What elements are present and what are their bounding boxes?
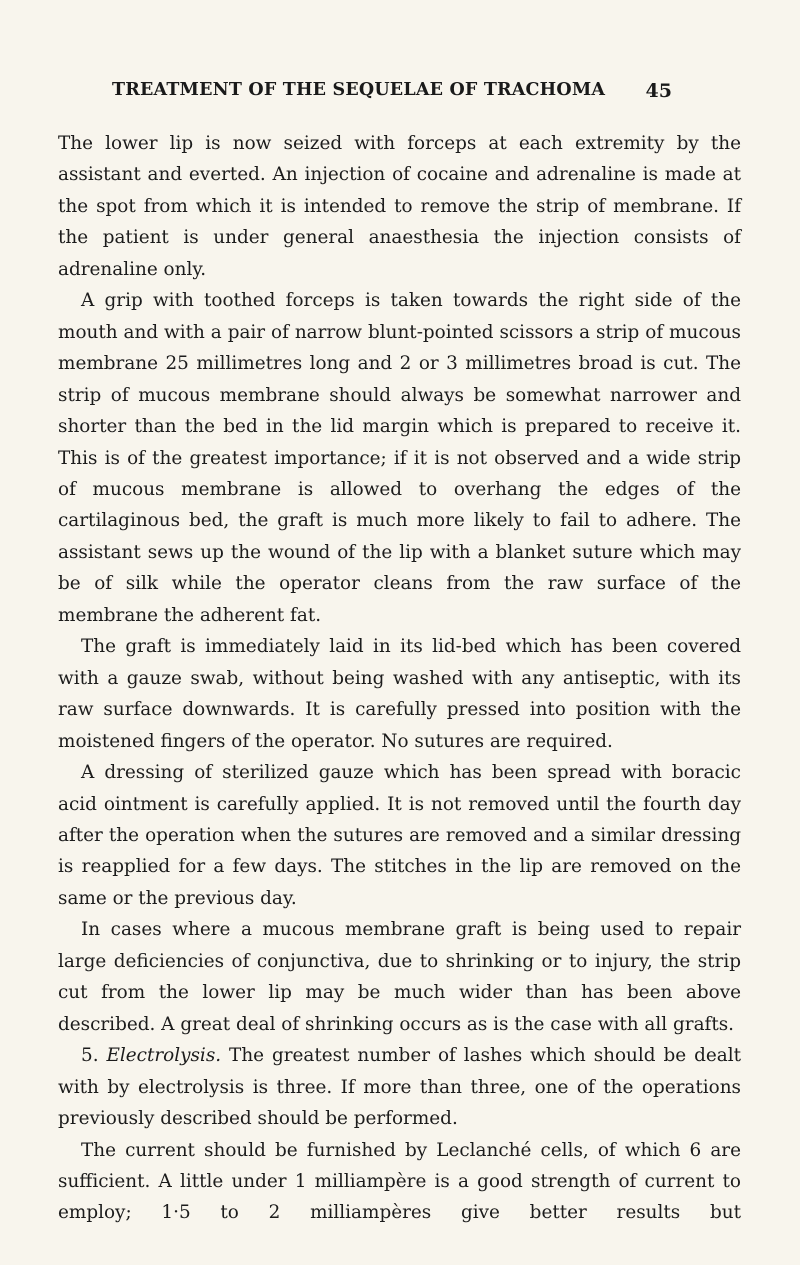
- paragraph-7: The current should be furnished by Leclanché cells, of which 6 are sufficient. A little under 1 milliampère is a good strength of current to employ; 1·5 to 2 milliampères give better results but: [58, 1139, 741, 1224]
- paragraph-2: A grip with toothed forceps is taken towards the right side of the mouth and with a pair of narrow blunt-pointed scissors a strip of mucous membrane 25 millimetres long and 2 or 3 millimetres broad is cut. The strip of mucous membrane should always be somewhat narrower and shorter than the bed in the lid margin which is prepared to receive it. This is of the greatest importance; if it is not observed and a wide strip of mucous membrane is allowed to overhang the edges of the cartilaginous bed, the graft is much more likely to fail to adhere. The assistant sews up the wound of the lip with a blanket suture which may be of silk while the operator cleans from the raw surface of the membrane the adherent fat.: [58, 290, 741, 626]
- page-number: 45: [645, 80, 672, 102]
- paragraph-5: In cases where a mucous membrane graft is being used to repair large deficiencies of conjunctiva, due to shrinking or to injury, the strip cut from the lower lip may be much wider than has been above described. A great deal of shrinking occurs as is the case with all grafts.: [58, 919, 741, 1035]
- running-title: TREATMENT OF THE SEQUELAE OF TRACHOMA: [112, 80, 606, 100]
- running-header: [112, 80, 672, 110]
- paragraph-3: The graft is immediately laid in its lid-bed which has been covered with a gauze swab, without being washed with any antiseptic, with its raw surface downwards. It is carefully pressed into position with the moistened fingers of the operator. No sutures are required.: [58, 636, 741, 752]
- paragraph-6: [58, 1040, 741, 1134]
- paragraph-6-text: The greatest number of lashes which should be dealt with by electrolysis is three. If more than three, one of the operations previously described should be performed.: [58, 1045, 741, 1130]
- body-text: [58, 128, 741, 1229]
- section-number: 5.: [81, 1045, 99, 1067]
- paragraph-4: A dressing of sterilized gauze which has been spread with boracic acid ointment is carefully applied. It is not removed until the fourth day after the operation when the sutures are removed and a similar dressing is reapplied for a few days. The stitches in the lip are removed on the same or the previous day.: [58, 762, 741, 909]
- paragraph-1: The lower lip is now seized with forceps at each extremity by the assistant and everted. An injection of cocaine and adrenaline is made at the spot from which it is intended to remove the strip of membrane. If the patient is under general anaesthesia the injection consists of adrenaline only.: [58, 133, 741, 280]
- section-heading-electrolysis: Electrolysis.: [106, 1045, 222, 1067]
